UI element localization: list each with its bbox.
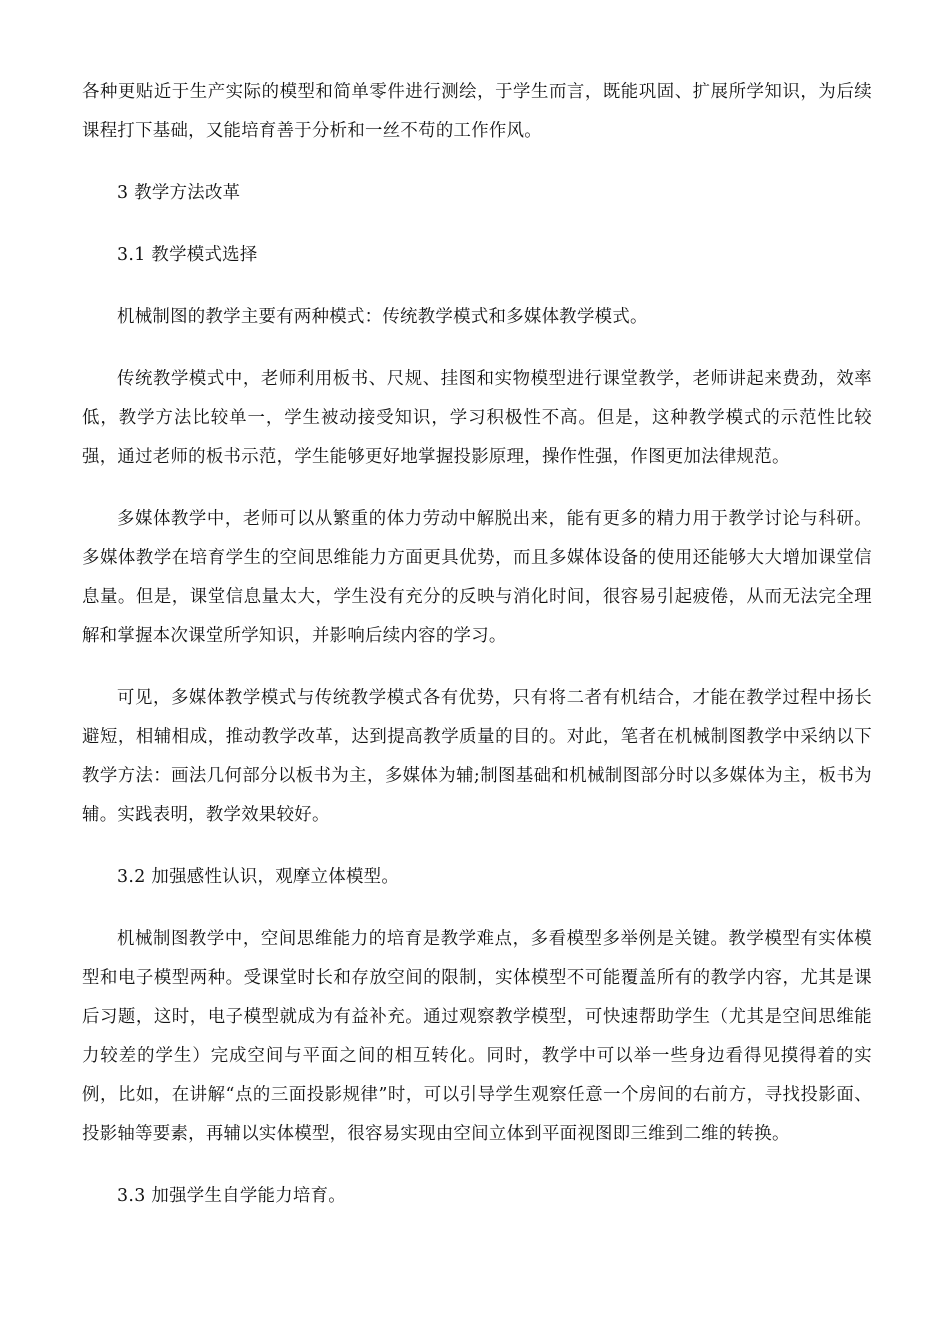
- paragraph: 机械制图的教学主要有两种模式：传统教学模式和多媒体教学模式。: [117, 307, 648, 327]
- paragraph: 多媒体教学中，老师可以从繁重的体力劳动中解脱出来，能有更多的精力用于教学讨论与科研。多媒体教学在培育学生的空间思维能力方面更具优势，而且多媒体设备的使用还能够大大增加课堂信息量。但是，课堂信息量太大，学生没有充分的反映与消化时间，很容易引起疲倦，从而无法完全理解和掌握本次课堂所学知识，并影响后续内容的学习。: [82, 509, 872, 646]
- paragraph: 机械制图教学中，空间思维能力的培育是教学难点，多看模型多举例是关键。教学模型有实体模型和电子模型两种。受课堂时长和存放空间的限制，实体模型不可能覆盖所有的教学内容，尤其是课后习题，这时，电子模型就成为有益补充。通过观察教学模型，可快速帮助学生（尤其是空间思维能力较差的学生）完成空间与平面之间的相互转化。同时，教学中可以举一些身边看得见摸得着的实例，比如，在讲解“点的三面投影规律”时，可以引导学生观察任意一个房间的右前方，寻找投影面、投影轴等要素，再辅以实体模型，很容易实现由空间立体到平面视图即三维到二维的转换。: [82, 929, 872, 1144]
- paragraph: 可见，多媒体教学模式与传统教学模式各有优势，只有将二者有机结合，才能在教学过程中扬长避短，相辅相成，推动教学改革，达到提高教学质量的目的。对此，笔者在机械制图教学中采纳以下教学方法：画法几何部分以板书为主，多媒体为辅;制图基础和机械制图部分时以多媒体为主，板书为辅。实践表明，教学效果较好。: [82, 688, 872, 825]
- paragraph-continuation: 各种更贴近于生产实际的模型和简单零件进行测绘，于学生而言，既能巩固、扩展所学知识，为后续课程打下基础，又能培育善于分析和一丝不苟的工作作风。: [82, 82, 872, 141]
- section-heading-3: 3 教学方法改革: [117, 183, 241, 203]
- paragraph: 传统教学模式中，老师利用板书、尺规、挂图和实物模型进行课堂教学，老师讲起来费劲，效率低，教学方法比较单一，学生被动接受知识，学习积极性不高。但是，这种教学模式的示范性比较强，通过老师的板书示范，学生能够更好地掌握投影原理，操作性强，作图更加法律规范。: [82, 369, 872, 467]
- document-body: [82, 73, 872, 1239]
- subsection-heading-3-3: 3.3 加强学生自学能力培育。: [117, 1186, 346, 1206]
- subsection-heading-3-1: 3.1 教学模式选择: [117, 245, 258, 265]
- subsection-heading-3-2: 3.2 加强感性认识，观摩立体模型。: [117, 867, 400, 887]
